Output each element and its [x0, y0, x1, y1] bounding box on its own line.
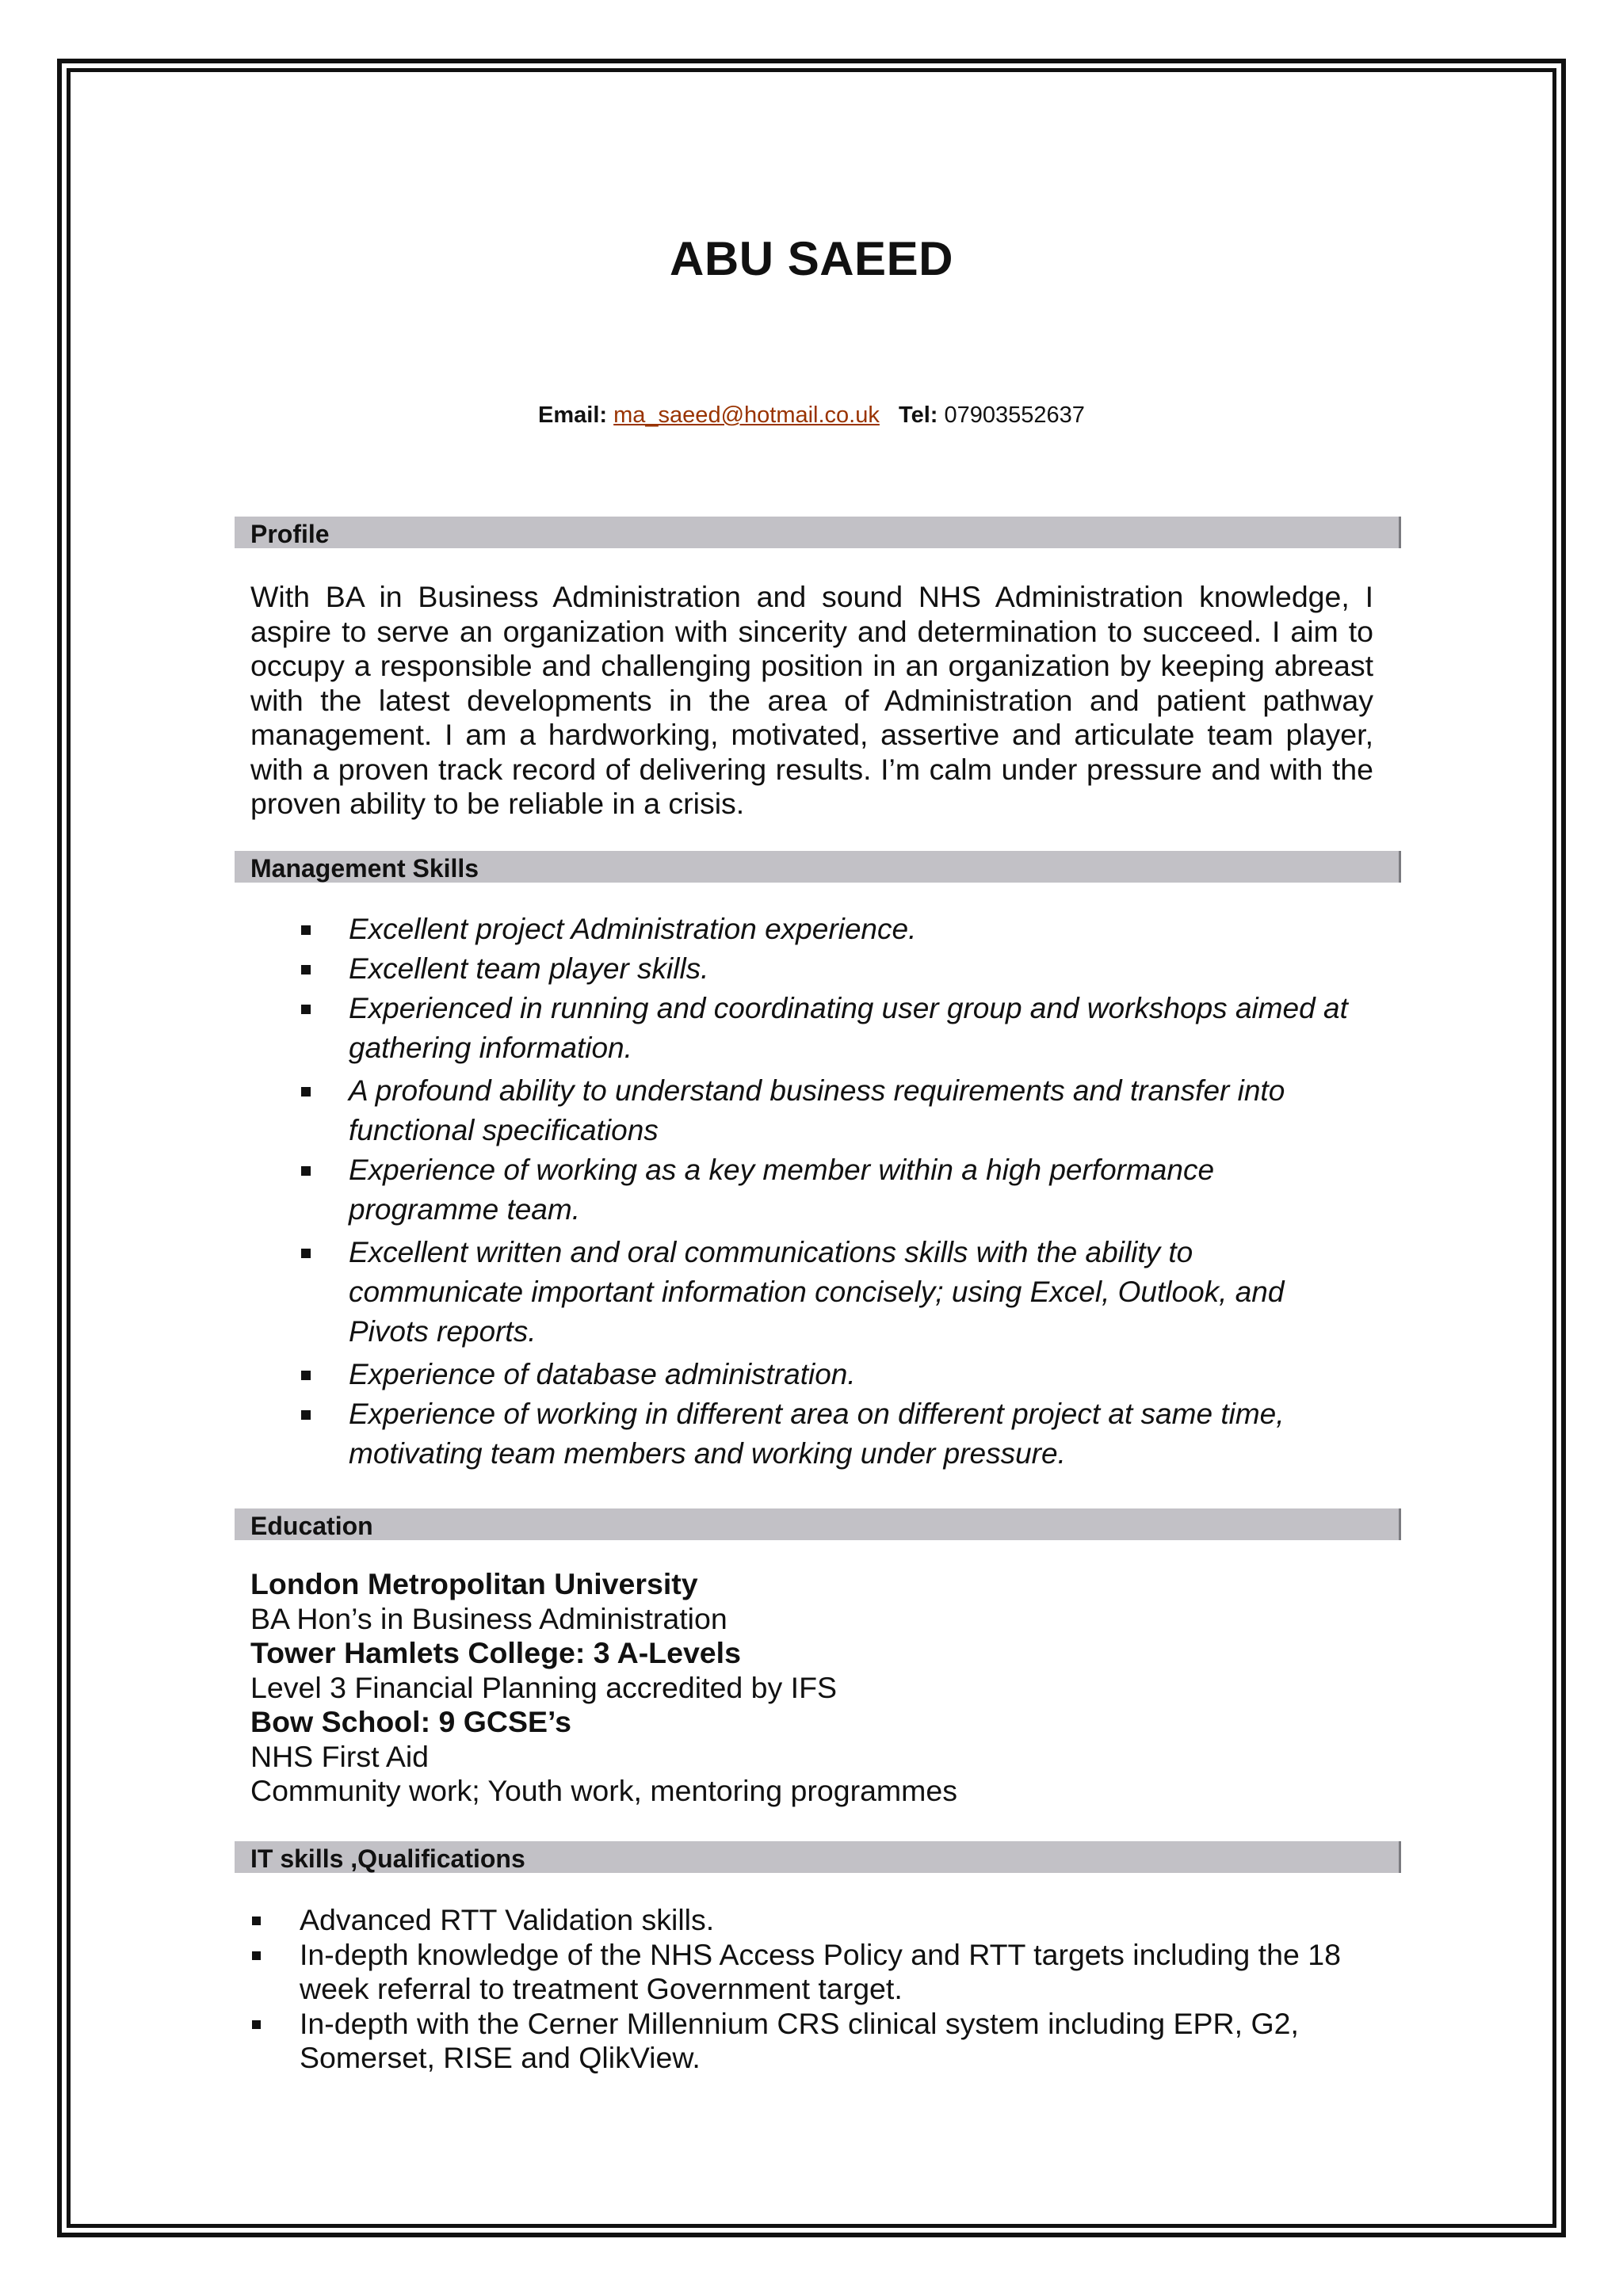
section-title-profile: Profile [250, 520, 330, 548]
bullet-square-icon [301, 1371, 311, 1380]
bullet-square-icon [252, 1917, 261, 1925]
email-link[interactable]: ma_saeed@hotmail.co.uk [613, 402, 880, 428]
list-item: Experience of database administration. [301, 1355, 1371, 1394]
bullet-square-icon [252, 1951, 261, 1960]
bullet-square-icon [252, 2020, 261, 2029]
bullet-square-icon [301, 1087, 311, 1097]
list-item: In-depth with the Cerner Millennium CRS clinical system including EPR, G2, Somerset, RISE and QlikView. [252, 2007, 1377, 2076]
profile-text: With BA in Business Administration and sound NHS Administration knowledge, I aspire to serve an organization with sincerity and determination to succeed. I aim to occupy a responsible and challenging position in an organization by keeping abreast with the latest developments in the area of Administration and patient pathway management. I am a hardworking, motivated, assertive and articulate team player, with a proven track record of delivering results. I’m calm under pressure and with the proven ability to be reliable in a crisis. [250, 580, 1373, 820]
education-block [250, 1567, 1373, 1809]
section-header-management [235, 851, 1401, 883]
section-header-education [235, 1508, 1401, 1540]
list-item: A profound ability to understand business requirements and transfer into functional specifications [301, 1071, 1371, 1150]
list-item: Excellent team player skills. [301, 949, 1371, 989]
tel-label: Tel: [899, 402, 938, 428]
list-item: Excellent project Administration experience. [301, 910, 1371, 949]
edu-first-aid: NHS First Aid [250, 1739, 430, 1773]
section-header-profile [235, 517, 1401, 548]
list-item: Experience of working in different area on different project at same time, motivating team members and working under pressure. [301, 1394, 1371, 1474]
list-item: Excellent written and oral communications skills with the ability to communicate important information concisely; using Excel, Outlook, and Pivots reports. [301, 1233, 1371, 1352]
candidate-name: ABU SAEED [670, 232, 953, 285]
management-skills-list [301, 910, 1371, 1474]
section-title-education: Education [250, 1512, 373, 1540]
bullet-square-icon [301, 1005, 311, 1014]
bullet-square-icon [301, 1166, 311, 1176]
list-item: In-depth knowledge of the NHS Access Policy and RTT targets including the 18 week referral to treatment Government target. [252, 1938, 1377, 2007]
list-item: Experience of working as a key member within a high performance programme team. [301, 1150, 1371, 1230]
section-header-it-skills [235, 1841, 1401, 1873]
bullet-square-icon [301, 1249, 311, 1258]
edu-degree: BA Hon’s in Business Administration [250, 1601, 727, 1635]
section-title-it-skills: IT skills ,Qualifications [250, 1844, 525, 1873]
edu-school: Bow School: 9 GCSE’s [250, 1705, 571, 1738]
it-skills-list [252, 1903, 1377, 2076]
email-label: Email: [538, 402, 608, 428]
bullet-square-icon [301, 925, 311, 935]
bullet-square-icon [301, 965, 311, 974]
edu-university: London Metropolitan University [250, 1567, 698, 1600]
edu-college: Tower Hamlets College: 3 A-Levels [250, 1636, 741, 1669]
contact-line [0, 402, 1623, 429]
tel-value: 07903552637 [944, 402, 1085, 428]
bullet-square-icon [301, 1410, 311, 1420]
edu-community: Community work; Youth work, mentoring programmes [250, 1774, 958, 1807]
list-item: Experienced in running and coordinating user group and workshops aimed at gathering information. [301, 989, 1371, 1068]
edu-college-detail: Level 3 Financial Planning accredited by IFS [250, 1670, 838, 1704]
list-item: Advanced RTT Validation skills. [252, 1903, 1377, 1938]
section-title-management: Management Skills [250, 854, 479, 883]
